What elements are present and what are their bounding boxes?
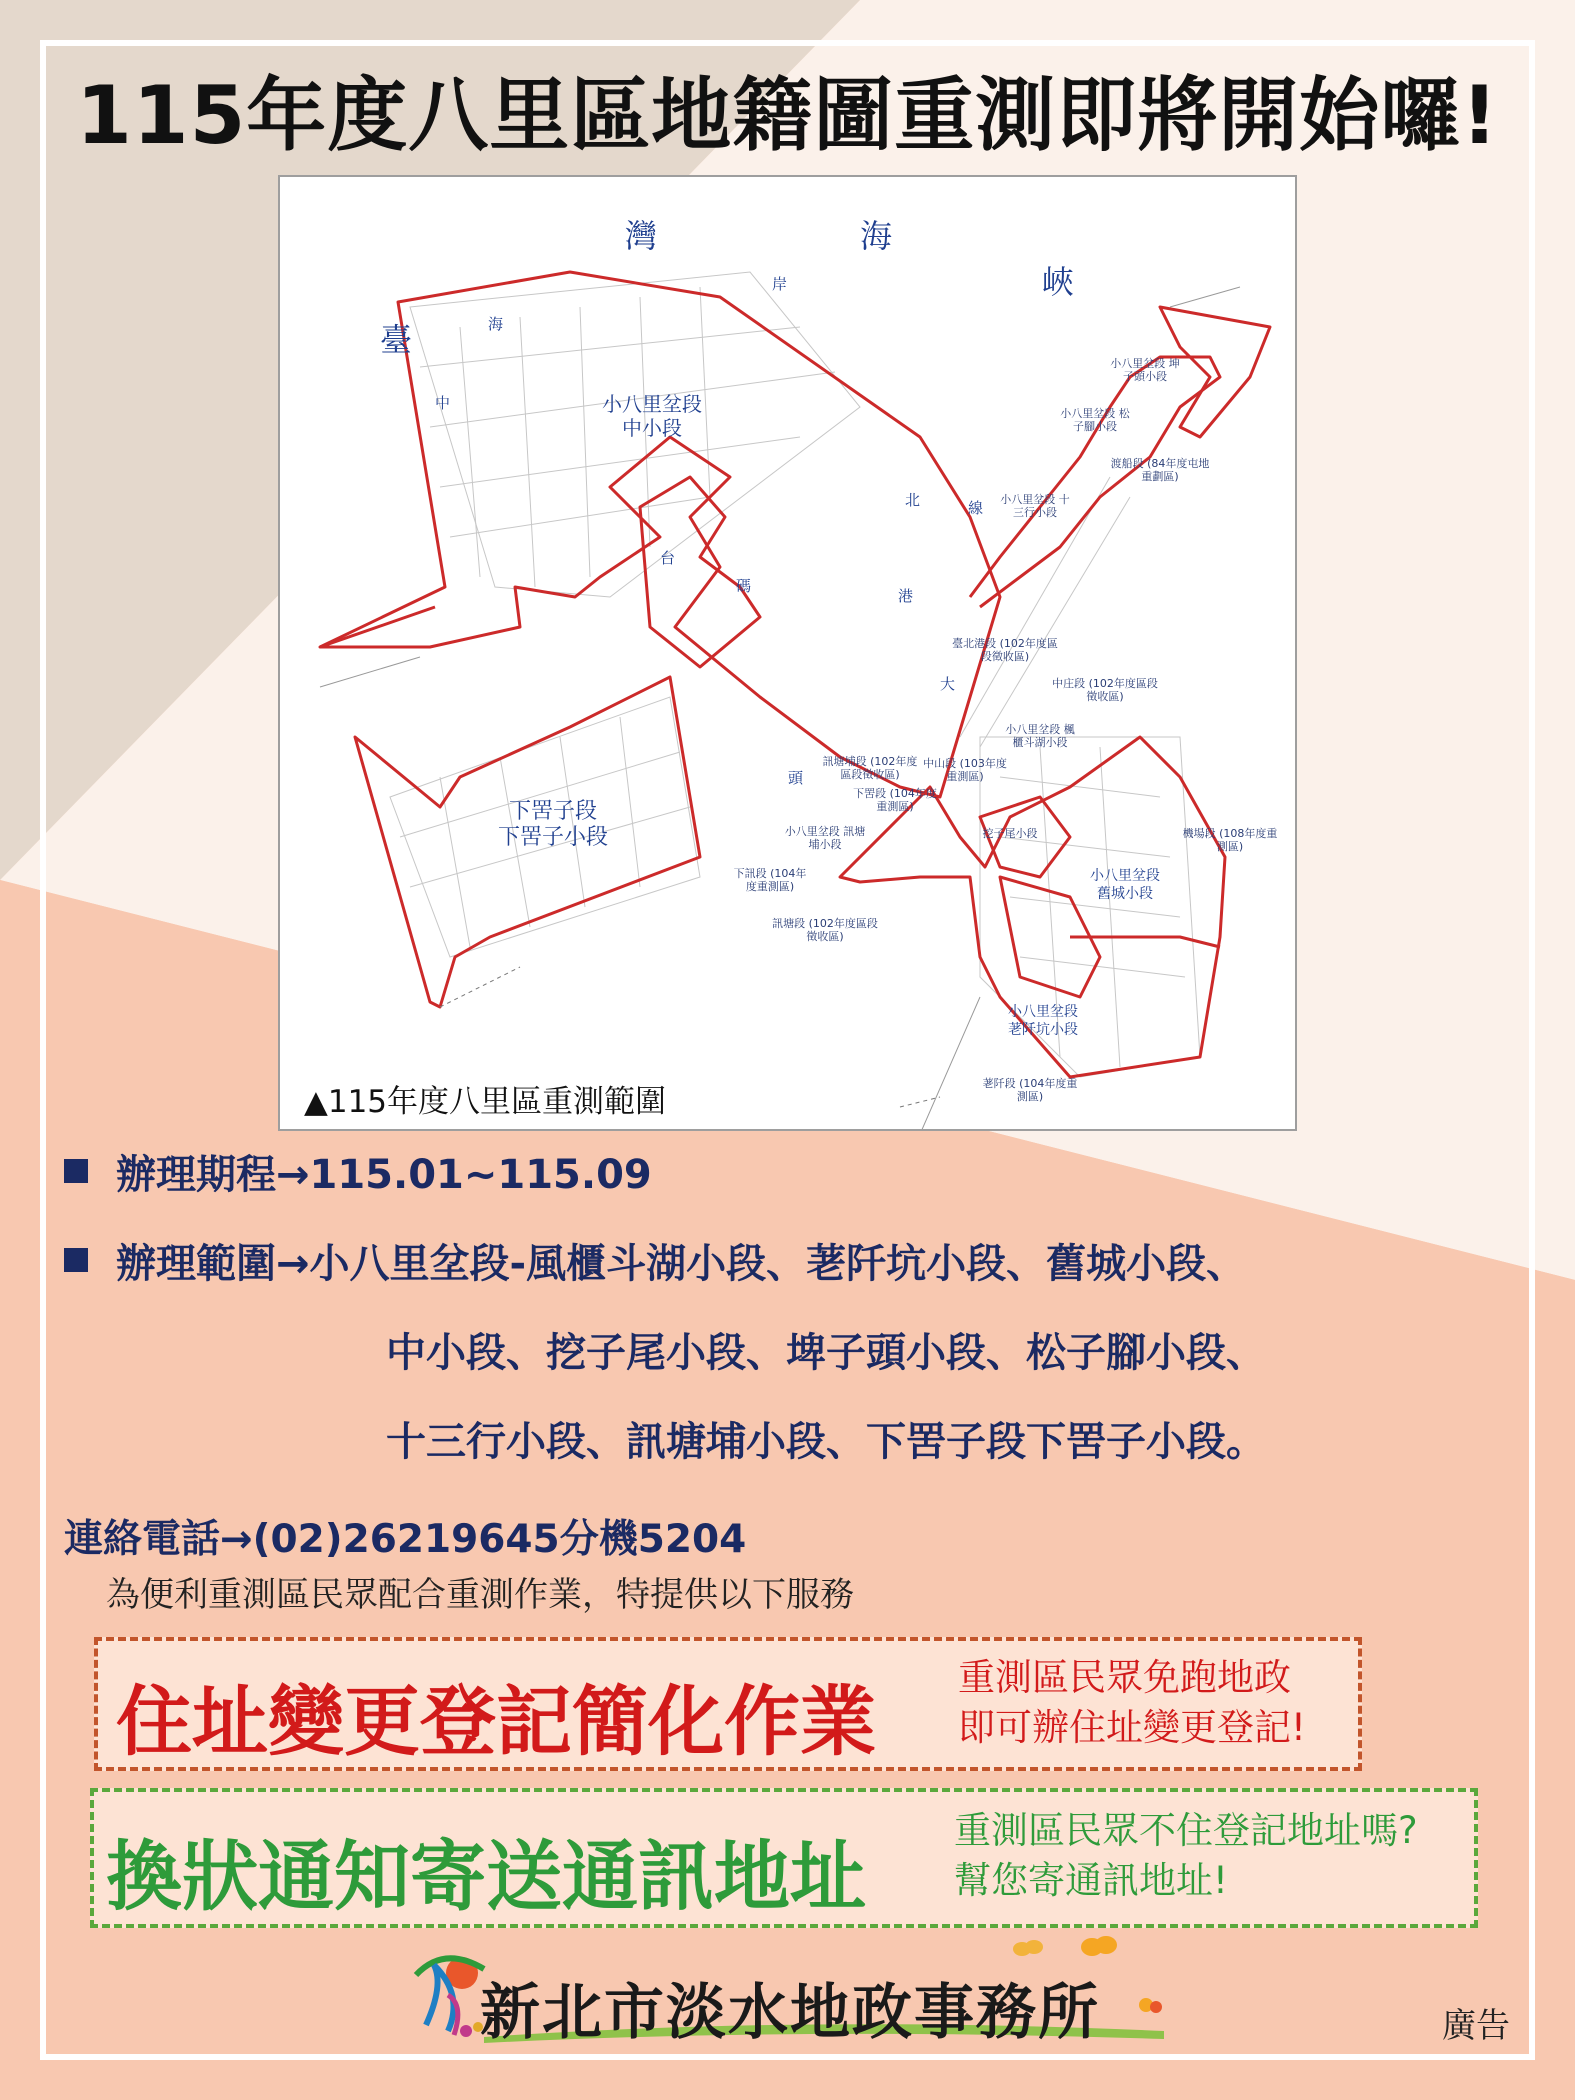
sea-label: 臺: [380, 321, 413, 359]
service-description: 重測區民眾免跑地政 即可辦住址變更登記!: [958, 1656, 1306, 1749]
coast-label: 頭: [788, 769, 804, 787]
service-box-address-change: [94, 1637, 1362, 1771]
office-name: 新北市淡水地政事務所: [480, 1978, 1100, 2048]
map-drawing: [280, 177, 1297, 1131]
map-annotation: 中庄段 (102年度區段徵收區): [1052, 677, 1158, 703]
map-annotation: 下罟段 (104年度重測區): [853, 787, 937, 813]
map-caption: ▲115年度八里區重測範圍: [304, 1084, 667, 1120]
map-annotation: 小八里坌段 訊塘埔小段: [784, 825, 866, 851]
square-bullet-icon: [64, 1159, 88, 1183]
sea-label: 海: [860, 217, 893, 255]
coast-label: 岸: [772, 275, 788, 293]
page-title: 115年度八里區地籍圖重測即將開始囉!: [76, 69, 1499, 162]
map-annotation: 小八里坌段 坤子頭小段: [1110, 357, 1180, 383]
coast-label: 中: [435, 394, 451, 412]
service-box-mailing-address: [90, 1788, 1478, 1928]
map-annotation: 下訊段 (104年度重測區): [733, 867, 807, 893]
coast-label: 碼: [736, 577, 752, 595]
butterfly-icon: [1013, 1936, 1117, 1956]
map-annotation: 荖阡段 (104年度重測區): [982, 1077, 1078, 1103]
square-bullet-icon: [64, 1248, 88, 1272]
map-annotation: 機場段 (108年度重測區): [1182, 827, 1278, 853]
scope-row: [64, 1232, 1246, 1289]
map-annotation: 渡船段 (84年度屯地重劃區): [1110, 457, 1210, 483]
advertisement-label: 廣告: [1442, 2006, 1510, 2046]
coast-label: 北: [905, 491, 921, 509]
coast-label: 海: [488, 315, 504, 333]
scope-row-continued: 十三行小段、訊塘埔小段、下罟子段下罟子小段。: [386, 1419, 1266, 1465]
scope-text: 辦理範圍→小八里坌段-風櫃斗湖小段、荖阡坑小段、舊城小段、: [116, 1241, 1247, 1287]
schedule-text: 辦理期程→115.01~115.09: [116, 1152, 652, 1198]
contact-phone: 連絡電話→(02)26219645分機5204: [64, 1517, 747, 1562]
section-label: 小八里坌段 中小段: [602, 392, 702, 440]
section-label: 小八里坌段 荖阡坑小段: [1008, 1004, 1078, 1038]
map-annotation: 小八里坌段 十三行小段: [1000, 493, 1070, 519]
section-label: 下罟子段 下罟子小段: [498, 799, 609, 850]
service-title: 住址變更登記簡化作業: [116, 1677, 876, 1766]
coast-label: 大: [940, 675, 956, 693]
map-annotation: 訊塘埔段 (102年度區段徵收區): [822, 755, 918, 781]
survey-map: [278, 175, 1297, 1131]
sea-label: 峽: [1042, 263, 1075, 301]
coast-label: 台: [660, 549, 676, 567]
flower-icon: [1139, 1998, 1162, 2013]
schedule-row: [64, 1143, 652, 1200]
service-title: 換狀通知寄送通訊地址: [106, 1832, 866, 1921]
map-annotation: 挖子尾小段: [982, 827, 1038, 840]
coast-label: 港: [898, 587, 914, 605]
map-annotation: 小八里坌段 楓櫃斗湖小段: [1005, 723, 1075, 749]
map-annotation: 訊塘段 (102年度區段徵收區): [772, 917, 878, 943]
service-note: 為便利重測區民眾配合重測作業，特提供以下服務: [106, 1575, 854, 1615]
map-annotation: 臺北港段 (102年度區段徵收區): [952, 637, 1058, 663]
service-description: 重測區民眾不住登記地址嗎? 幫您寄通訊地址!: [954, 1809, 1418, 1902]
map-annotation: 小八里坌段 松子腳小段: [1060, 407, 1130, 433]
coast-label: 線: [968, 499, 984, 517]
scope-row-continued: 中小段、挖子尾小段、埤子頭小段、松子腳小段、: [386, 1330, 1266, 1376]
section-label: 小八里坌段 舊城小段: [1090, 868, 1160, 902]
sea-label: 灣: [625, 217, 658, 255]
map-annotation: 中山段 (103年度重測區): [923, 757, 1007, 783]
office-logo: [404, 1935, 1164, 2048]
